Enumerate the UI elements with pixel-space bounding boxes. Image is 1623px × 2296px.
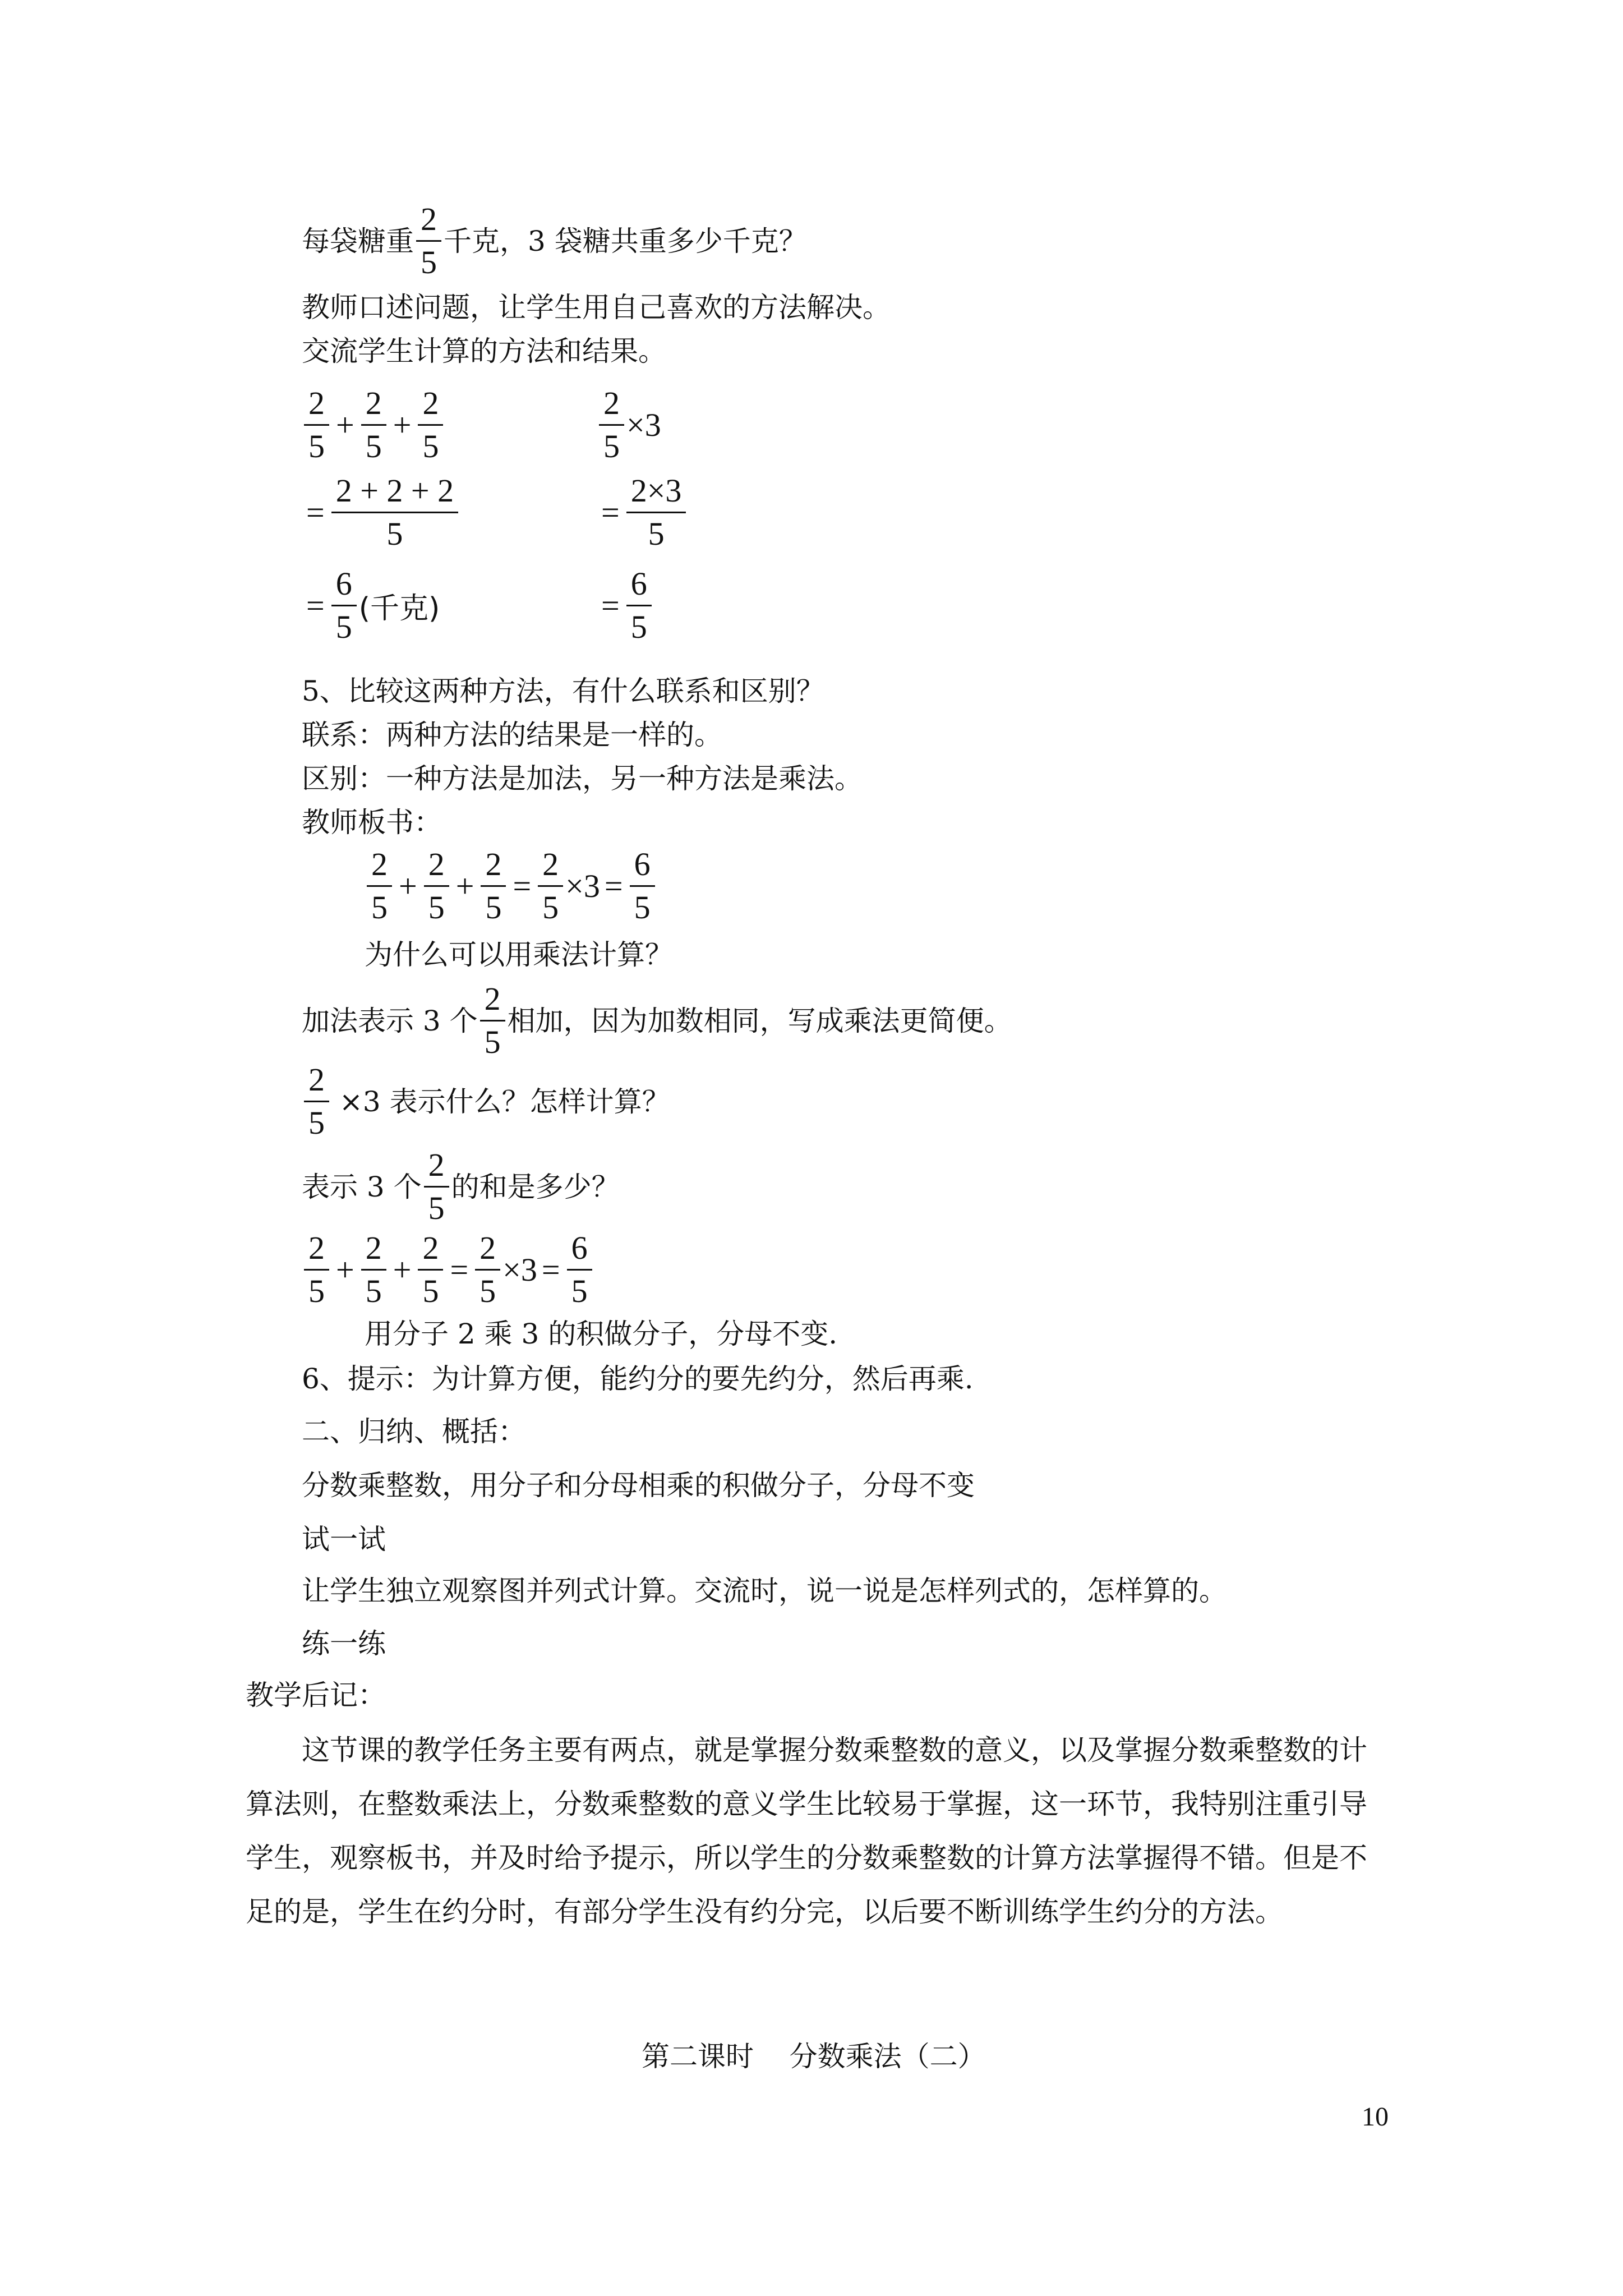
board-equation: $\frac{2}{5}$ + $\frac{2}{5}$ + $\frac{2}{5}$ = $\frac{2}{5}$ × 3 = $\frac{6}{5}$ — [365, 848, 657, 924]
practice-label: 练一练 — [302, 1627, 386, 1660]
try-text: 让学生独立观察图并列式计算。交流时，说一说是怎样列式的，怎样算的。 — [302, 1575, 1227, 1607]
tip-6: 6、提示：为计算方便，能约分的要先约分，然后再乘. — [302, 1363, 974, 1395]
question-5: 5、比较这两种方法，有什么联系和区别？ — [302, 675, 824, 707]
fraction: $\frac{2}{5}$ — [304, 387, 329, 463]
fraction: $\frac{2}{5}$ — [361, 387, 386, 463]
fraction: $\frac{2 + 2 + 2}{5}$ — [331, 475, 458, 550]
difference-line: 区别：一种方法是加法，另一种方法是乘法。 — [302, 762, 863, 795]
fraction: $\frac{2}{5}$ — [367, 848, 392, 924]
addition-result: = $\frac{6}{5}$ (千克) — [306, 565, 440, 645]
intro-suffix: 千克，3 袋糖共重多少千克？ — [444, 224, 807, 257]
fraction: $\frac{6}{5}$ — [331, 568, 357, 643]
addition-explanation: 加法表示 3 个 $\frac{2}{5}$ 相加，因为加数相同，写成乘法更简便。 — [302, 981, 1012, 1060]
intro-prefix: 每袋糖重 — [302, 224, 414, 257]
summary-rule: 分数乘整数，用分子和分母相乘的积做分子，分母不变 — [302, 1469, 975, 1502]
teacher-paragraph: 教师口述问题，让学生用自己喜欢的方法解决。 — [302, 291, 891, 324]
afterword-line: 这节课的教学任务主要有两点，就是掌握分数乘整数的意义，以及掌握分数乘整数的计 — [302, 1734, 1367, 1766]
intro-line — [302, 203, 807, 279]
fraction: $\frac{6}{5}$ — [630, 848, 655, 924]
fraction: $\frac{2}{5}$ — [424, 1149, 449, 1225]
next-lesson-title: 第二课时 分数乘法（二） — [642, 2040, 986, 2073]
why-question: 为什么可以用乘法计算？ — [365, 938, 673, 971]
fraction: $\frac{2}{5}$ — [599, 387, 624, 463]
multiplication-step: = $\frac{2\times 3}{5}$ — [597, 475, 688, 550]
multiplication-result: = $\frac{6}{5}$ — [597, 568, 654, 643]
afterword-line: 学生，观察板书，并及时给予提示，所以学生的分数乘整数的计算方法掌握得不错。但是不 — [246, 1842, 1367, 1874]
meaning-question: $\frac{2}{5}$ ×3 表示什么？怎样计算？ — [302, 1064, 670, 1139]
fraction: $\frac{6}{5}$ — [626, 568, 652, 643]
fraction: $\frac{2}{5}$ — [361, 1232, 386, 1308]
fraction: $\frac{2}{5}$ — [481, 848, 506, 924]
rule-line: 用分子 2 乘 3 的积做分子，分母不变. — [365, 1318, 838, 1350]
fraction: $\frac{2}{5}$ — [424, 848, 449, 924]
fraction: $\frac{2}{5}$ — [475, 1232, 500, 1308]
fraction: $\frac{2}{5}$ — [416, 203, 441, 279]
fraction: $\frac{2}{5}$ — [480, 983, 505, 1059]
relation-line: 联系：两种方法的结果是一样的。 — [302, 719, 722, 751]
fraction: $\frac{2}{5}$ — [418, 387, 443, 463]
fraction: $\frac{2\times 3}{5}$ — [626, 475, 686, 550]
fraction: $\frac{2}{5}$ — [304, 1064, 329, 1139]
exchange-paragraph: 交流学生计算的方法和结果。 — [302, 335, 666, 367]
afterword-label: 教学后记： — [246, 1679, 386, 1711]
repeat-equation: $\frac{2}{5}$ + $\frac{2}{5}$ + $\frac{2}{5}$ = $\frac{2}{5}$ × 3 = $\frac{6}{5}$ — [302, 1232, 594, 1308]
afterword-line: 足的是，学生在约分时，有部分学生没有约分完，以后要不断训练学生约分的方法。 — [246, 1895, 1283, 1928]
fraction: $\frac{2}{5}$ — [418, 1232, 443, 1308]
fraction: $\frac{6}{5}$ — [567, 1232, 592, 1308]
summary-heading: 二、归纳、概括： — [302, 1415, 526, 1448]
afterword-line: 算法则，在整数乘法上，分数乘整数的意义学生比较易于掌握，这一环节，我特别注重引导 — [246, 1788, 1367, 1820]
addition-expression: $\frac{2}{5}$ + $\frac{2}{5}$ + $\frac{2}{5}$ — [302, 387, 445, 463]
multiplication-expression: $\frac{2}{5}$ × 3 — [597, 387, 661, 463]
fraction: $\frac{2}{5}$ — [304, 1232, 329, 1308]
addition-step: = $\frac{2 + 2 + 2}{5}$ — [302, 475, 460, 550]
fraction: $\frac{2}{5}$ — [538, 848, 563, 924]
try-label: 试一试 — [302, 1523, 386, 1556]
board-label: 教师板书： — [302, 806, 442, 839]
sum-question: 表示 3 个 $\frac{2}{5}$ 的和是多少？ — [302, 1147, 620, 1226]
page-number: 10 — [1362, 2102, 1389, 2132]
